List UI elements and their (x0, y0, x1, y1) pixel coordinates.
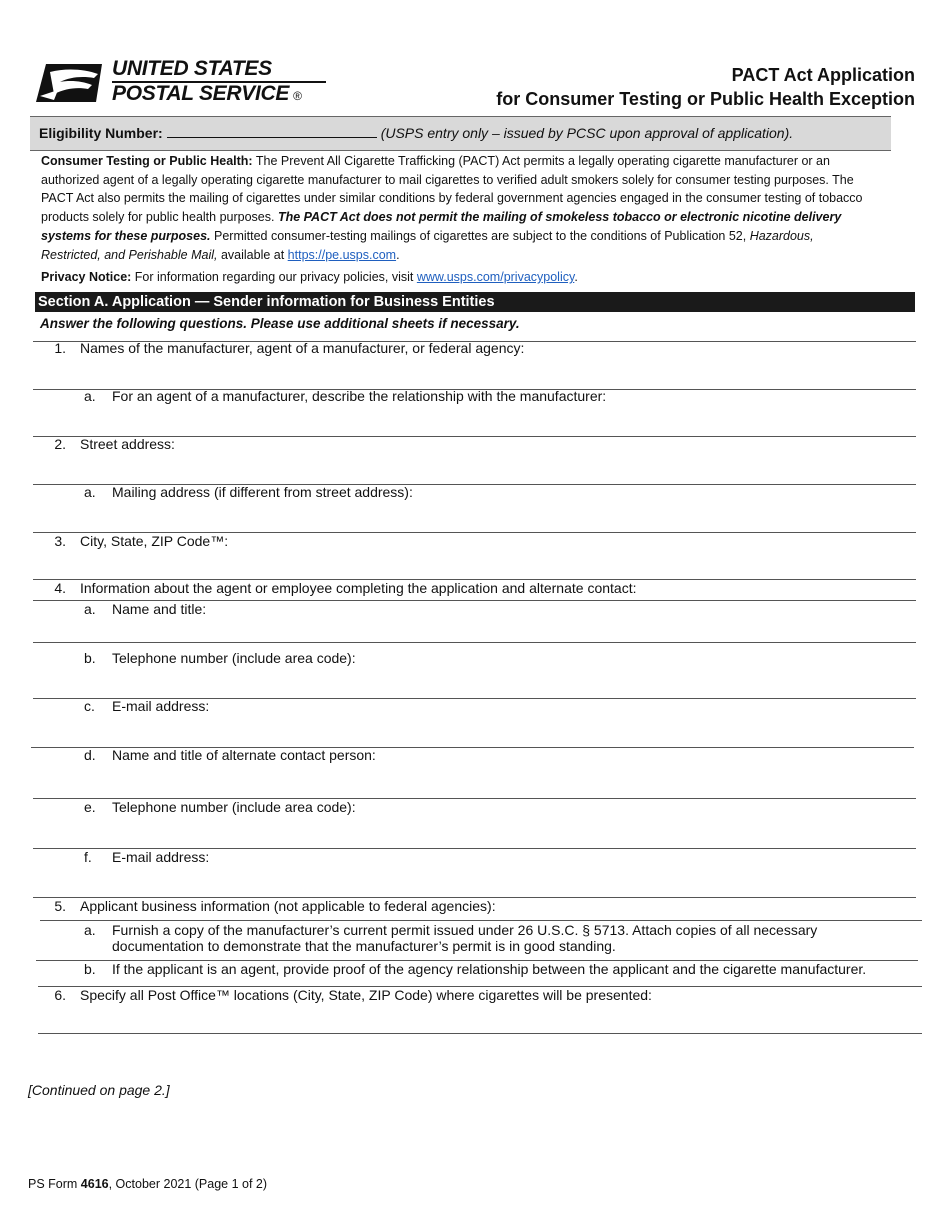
section-a-instructions: Answer the following questions. Please use additional sheets if necessary. (40, 316, 520, 331)
question-label: Street address: (80, 436, 175, 452)
logo-text-line1: UNITED STATES (112, 57, 272, 80)
question-label: Specify all Post Office™ locations (City, State, ZIP Code) where cigarettes will be presented: (80, 987, 652, 1003)
question-letter: b. (84, 961, 96, 977)
privacy-lead: Privacy Notice: (41, 270, 132, 284)
privacy-text: For information regarding our privacy policies, visit (131, 270, 417, 284)
question-2a[interactable] (84, 484, 904, 532)
eligibility-bar (30, 116, 891, 151)
question-label: Telephone number (include area code): (112, 799, 356, 815)
rule (38, 1033, 922, 1034)
question-label: E-mail address: (112, 698, 210, 714)
question-label: Furnish a copy of the manufacturer’s current permit issued under 26 U.S.C. § 5713. Attach copies of all necessary documentation to demonstrate that the manufacturer’s permit is in good standing. (112, 922, 818, 954)
publication-title: Hazardous, Restricted, and Perishable Mail, (41, 228, 814, 262)
privacy-notice (41, 268, 871, 286)
question-label: Names of the manufacturer, agent of a manufacturer, or federal agency: (80, 340, 525, 356)
question-label: Mailing address (if different from street address): (112, 484, 413, 500)
question-5a[interactable] (84, 922, 914, 960)
pe-usps-link[interactable]: https://pe.usps.com (287, 247, 397, 262)
intro-text1: The Prevent All Cigarette Trafficking (PACT) Act permits a legally operating cigarette manufacturer or an authorized agent of a legally operating cigarette manufacturer to mail cigarettes to verified adult smokers solely for consumer testing purposes. The PACT Act also permits the mailing of cigarettes under similar conditions by federal government agencies engaged in the consumer testing of tobacco products solely for public health purposes. (41, 154, 863, 225)
eligibility-label: Eligibility Number: (39, 125, 163, 141)
intro-paragraph (41, 152, 871, 264)
intro-text4: . (396, 247, 400, 262)
question-label: Information about the agent or employee completing the application and alternate contact: (80, 580, 637, 596)
section-a-header: Section A. Application — Sender information for Business Entities (35, 292, 915, 312)
question-letter: d. (84, 747, 96, 763)
question-letter: b. (84, 650, 96, 666)
question-4 (36, 580, 896, 600)
question-4d[interactable] (84, 747, 904, 798)
form-footer (28, 1177, 267, 1191)
question-label: For an agent of a manufacturer, describe the relationship with the manufacturer: (112, 388, 607, 404)
footer-prefix: PS Form (28, 1177, 81, 1191)
question-number: 2. (54, 436, 66, 452)
form-title (496, 63, 915, 111)
question-label: E-mail address: (112, 849, 210, 865)
question-letter: a. (84, 601, 96, 617)
question-number: 1. (54, 340, 66, 356)
question-1a[interactable] (84, 388, 904, 436)
form-title-line1: PACT Act Application (731, 65, 915, 85)
question-6[interactable] (36, 987, 896, 1033)
logo-text-line2 (112, 83, 302, 107)
form-title-line2: for Consumer Testing or Public Health Exception (496, 89, 915, 109)
registered-mark: ® (293, 89, 302, 103)
question-number: 4. (54, 580, 66, 596)
question-number: 5. (54, 898, 66, 914)
question-3[interactable] (36, 533, 896, 579)
intro-text3: available at (217, 247, 288, 262)
rule (33, 642, 916, 643)
question-letter: f. (84, 849, 92, 865)
question-label: City, State, ZIP Code™: (80, 533, 229, 549)
question-5 (36, 898, 896, 920)
question-label: Name and title: (112, 601, 207, 617)
question-label: Telephone number (include area code): (112, 650, 356, 666)
question-letter: e. (84, 799, 96, 815)
question-letter: c. (84, 698, 95, 714)
rule (40, 920, 922, 921)
question-1[interactable] (36, 340, 896, 388)
continued-note: [Continued on page 2.] (28, 1082, 170, 1098)
privacy-policy-link[interactable]: www.usps.com/privacypolicy (416, 270, 575, 284)
question-letter: a. (84, 922, 96, 938)
footer-suffix: , October 2021 (Page 1 of 2) (108, 1177, 268, 1191)
question-5b[interactable] (84, 961, 914, 986)
question-2[interactable] (36, 436, 896, 484)
usps-logo (36, 58, 306, 108)
intro-lead: Consumer Testing or Public Health: (41, 154, 253, 168)
question-4f[interactable] (84, 849, 904, 897)
question-letter: a. (84, 388, 96, 404)
question-4b[interactable] (84, 650, 904, 698)
question-label: Name and title of alternate contact person: (112, 747, 376, 763)
question-number: 3. (54, 533, 66, 549)
question-letter: a. (84, 484, 96, 500)
intro-emphasis: The PACT Act does not permit the mailing of smokeless tobacco or electronic nicotine delivery systems for these purposes. (41, 210, 842, 243)
question-label: Applicant business information (not applicable to federal agencies): (80, 898, 496, 914)
question-4e[interactable] (84, 799, 904, 848)
question-4c[interactable] (84, 698, 904, 747)
eligibility-number-field[interactable] (167, 125, 377, 138)
eagle-icon (36, 60, 106, 106)
form-number: 4616 (80, 1177, 109, 1191)
logo-text-line2-label: POSTAL SERVICE (112, 82, 290, 105)
question-label: If the applicant is an agent, provide proof of the agency relationship between the applicant and the cigarette manufacturer. (112, 961, 867, 977)
privacy-end: . (574, 270, 578, 284)
intro-text2: Permitted consumer-testing mailings of cigarettes are subject to the conditions of Publication 52, (210, 228, 750, 243)
eligibility-note: (USPS entry only – issued by PCSC upon approval of application). (380, 125, 794, 141)
question-number: 6. (54, 987, 66, 1003)
question-4a[interactable] (84, 601, 904, 642)
